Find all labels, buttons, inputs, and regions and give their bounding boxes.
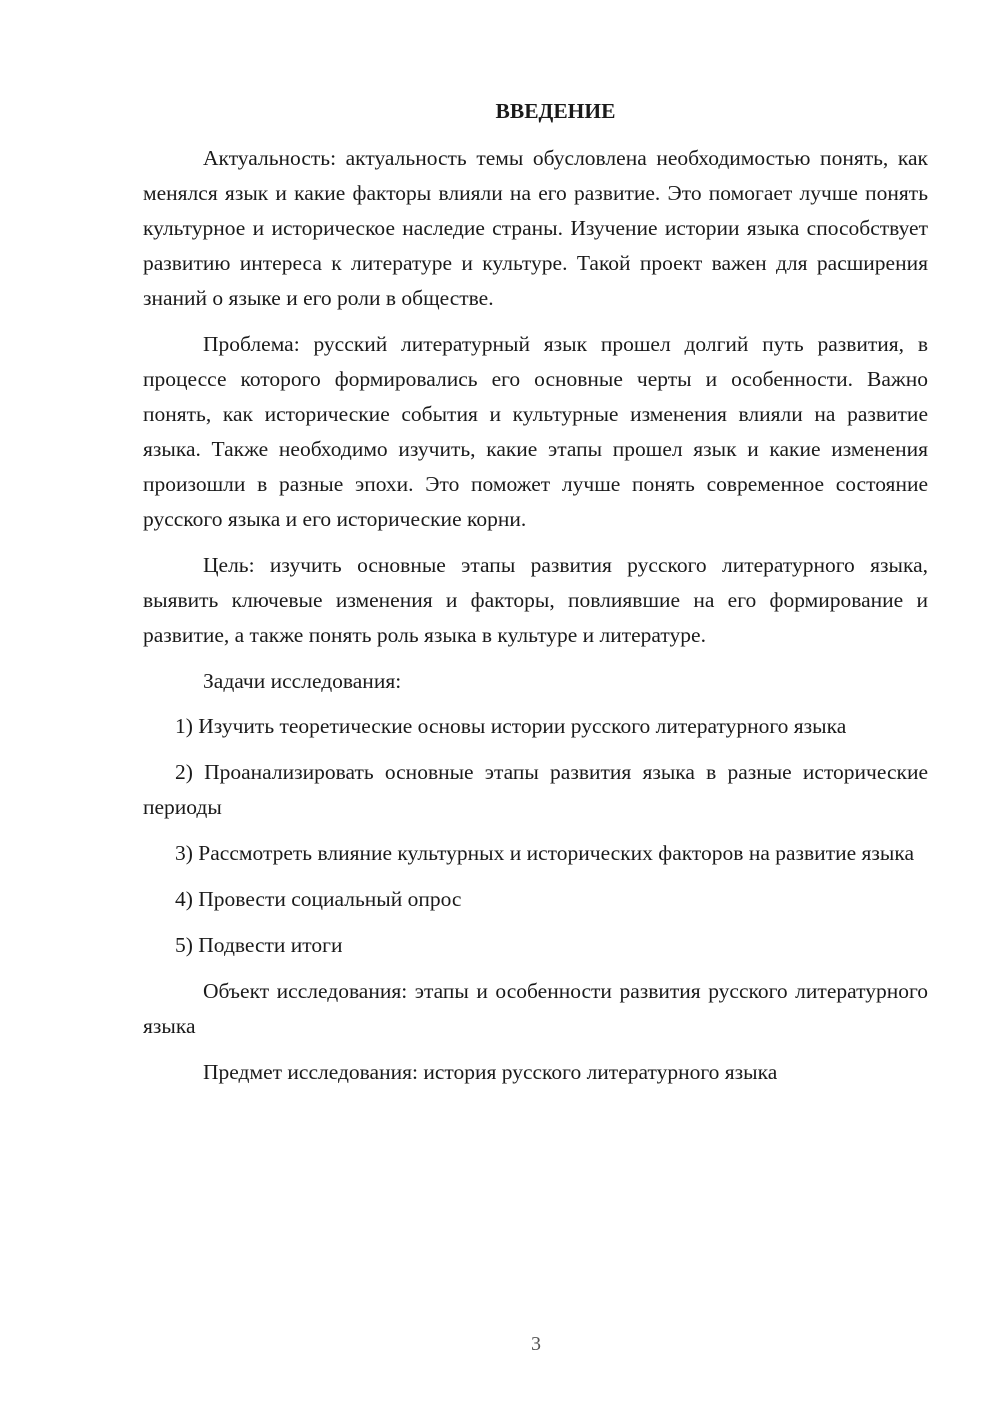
tasks-heading: Задачи исследования: [203,669,402,693]
page-content [143,94,928,1101]
problem-paragraph: Проблема: русский литературный язык прошел долгий путь развития, в процессе которого формировались его основные черты и особенности. Важно понять, как исторические события и культурные изменения влияли на развитие языка. Также необходимо изучить, какие этапы прошел язык и какие изменения произошли в разные эпохи. Это поможет лучше понять современное состояние русского языка и его исторические корни. [143,332,928,531]
goal-paragraph: Цель: изучить основные этапы развития русского литературного языка, выявить ключевые изменения и факторы, повлиявшие на его формирование и развитие, а также понять роль языка в культуре и литературе. [143,553,928,647]
task-item-2: 2) Проанализировать основные этапы развития языка в разные исторические периоды [143,760,928,819]
relevance-paragraph: Актуальность: актуальность темы обусловлена необходимостью понять, как менялся язык и какие факторы влияли на его развитие. Это помогает лучше понять культурное и историческое наследие страны. Изучение истории языка способствует развитию интереса к литературе и культуре. Такой проект важен для расширения знаний о языке и его роли в обществе. [143,146,928,310]
page-number: 3 [531,1333,541,1355]
task-item-5: 5) Подвести итоги [175,933,343,957]
task-item-3: 3) Рассмотреть влияние культурных и исторических факторов на развитие языка [175,841,914,865]
task-item-1: 1) Изучить теоретические основы истории русского литературного языка [175,714,847,738]
tasks-list [143,709,928,963]
task-item-4: 4) Провести социальный опрос [175,887,462,911]
object-paragraph: Объект исследования: этапы и особенности развития русского литературного языка [143,979,928,1038]
subject-paragraph: Предмет исследования: история русского литературного языка [203,1060,778,1084]
section-heading: ВВЕДЕНИЕ [495,99,616,123]
